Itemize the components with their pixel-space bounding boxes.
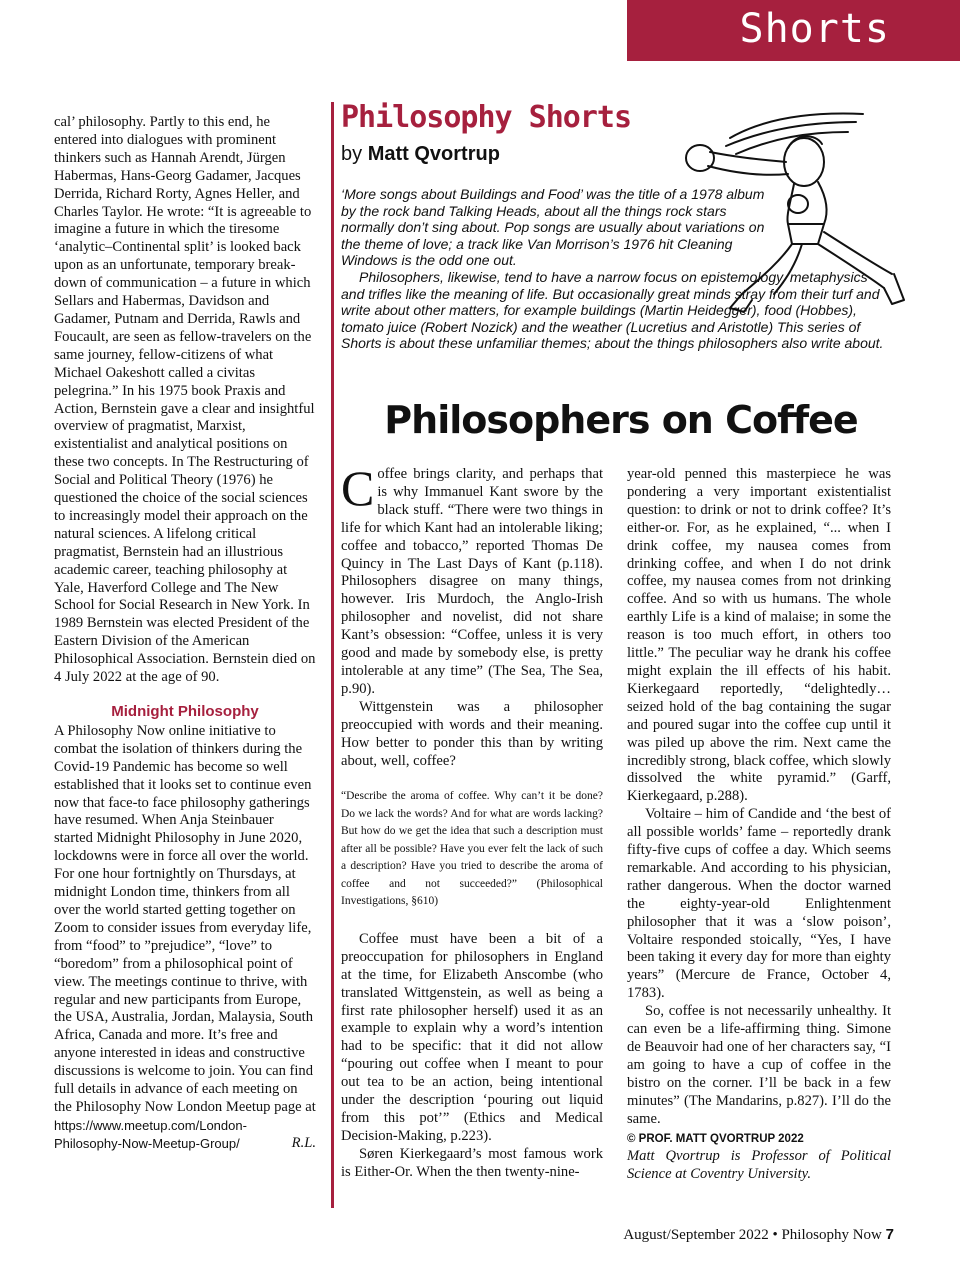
series-intro-p1: ‘More songs about Buildings and Food’ was the title of a 1978 album by the rock band Talking Heads, about all the things rock stars normally don’t sing about. Pop songs are usually about variations on the theme of love; a track like Van Morrison’s 1976 hit Cleaning Windows is the odd one out. — [341, 186, 765, 269]
meetup-link[interactable]: https://www.meetup.com/London-Philosophy-Now-Meetup-Group/ — [54, 1117, 247, 1151]
midnight-philosophy-heading: Midnight Philosophy — [111, 703, 259, 720]
article-paragraph-3: Coffee must have been a bit of a preoccupation for philosophers in England at the time, for Elizabeth Anscombe (who translated Wittgenstein, as well as being a first rate philosopher herself) used it as an example to explain why a word’s intention had to be specific: that it did not allow “pouring out coffee when I meant to pour out tea to be an action, being intentional under the description ‘pouring out liquid from this pot’” (Ethics and Medical Decision-Making, p.223). — [341, 930, 603, 1144]
author-bio: Matt Qvortrup is Professor of Political Science at Coventry University. — [627, 1148, 891, 1183]
left-column — [54, 114, 316, 1153]
article-column-1 — [341, 460, 603, 1182]
section-tab-label: Shorts — [739, 6, 890, 52]
article-paragraph-1-text: offee brings clarity, and perhaps that is why Immanuel Kant swore by the black stuff. “There were two things in life for which Kant had an intolerable liking; coffee and tobacco,” reported Thomas De Quincy in The Last Days of Kant (p.118). Philosophers disagree on many things, however. Iris Murdoch, the Anglo-Irish philosopher and novelist, did not share Kant’s obsession: “Coffee, unless it is very good and made by somebody else, is pretty intolerable at any time” (The Sea, The Sea, p.90). — [341, 466, 603, 697]
series-title: Philosophy Shorts — [341, 100, 632, 135]
article-paragraph-4: Søren Kierkegaard’s most famous work is Either-Or. When the then twenty-nine- — [341, 1145, 603, 1180]
midnight-philosophy-text: A Philosophy Now online initiative to combat the isolation of thinkers during the Covid-19 Pandemic has become so well established that it looks set to continue even now that face-to face philosophy gatherings have resumed. When Anja Steinbauer started Midnight Philosophy in June 2020, lockdowns were in force all over the world. For one hour fortnightly on Thursdays, at midnight London time, thinkers from all over the world started getting together on Zoom to consider issues from everyday life, from “food” to ”prejudice”, “love” to “boredom” from a philosophical point of view. The meetings continue to thrive, with regular and new participants from Europe, the USA, Australia, Jordan, Malaysia, South Africa, Canada and more. It’s free and anyone interested in ideas and constructive discussions is welcome to join. You can find full details in advance of each meeting on the Philosophy Now London Meetup page at — [54, 722, 316, 1115]
article-paragraph-6: Voltaire – him of Candide and ‘the best of all possible worlds’ fame – reportedly drank fifty-five cups of coffee a day. Which seems remarkable. And according to his physician, rather dangerous. When the doctor warned the eighty-year-old Enlightenment philosopher that it was a ‘slow poison’, Voltaire responded stoically, “Yes, I have been taking it every day for more than eighty years” (Mercure de France, October 4, 1783). — [627, 806, 891, 1002]
meetup-line — [54, 1117, 316, 1153]
article-paragraph-1 — [341, 460, 603, 699]
column-divider — [331, 102, 334, 1208]
series-intro-p2: Philosophers, likewise, tend to have a narrow focus on epistemology, metaphysics and trifles like the meaning of life. But occasionally great minds stray from their turf and write about other matters, for example buildings (Martin Heidegger), food (Hobbes), tomato juice (Robert Nozick) and the weather (Lucretius and Aristotle) This series of Shorts is about these unfamiliar themes; about the things philosophers also write about. — [341, 268, 884, 352]
article-paragraph-5: year-old penned this masterpiece he was pondering a very important existentialist question: to drink or not to drink coffee? It’s either-or. For, as he explained, “... when I drink coffee, my nausea comes from drinking coffee, and when I do not drink coffee, my nausea comes from not drinking coffee. And so with us humans. The whole earthly Life is a kind of malaise; in some the reason is too much effort, in others too little.” The peculiar way he drank his coffee might explain the ill effects of his habit. Kierkegaard reportedly, “delightedly… seized hold of the bag containing the sugar and poured sugar into the coffee cup until it was piled up above the rim. Next came the incredibly strong, black coffee, which slowly dissolved the white pyramid.” (Garff, Kierkegaard, p.288). — [627, 466, 891, 805]
byline — [341, 143, 500, 166]
article-title: Philosophers on Coffee — [384, 398, 858, 442]
issue-line: August/September 2022 • Philosophy Now — [623, 1227, 882, 1243]
byline-by: by — [341, 143, 363, 165]
page-number: 7 — [885, 1226, 894, 1243]
bernstein-paragraph: cal’ philosophy. Partly to this end, he entered into dialogues with prominent thinkers such as Hannah Arendt, Jürgen Habermas, Hans-Georg Gadamer, Jacques Derrida, Richard Rorty, Agnes Heller, and Charles Taylor. He wrote: “It is agreeable to imagine a future in which the tiresome ‘analytic–Continental split’ is looked back upon as an unfortunate, temporary break-down of communication – a future in which Sellars and Habermas, Davidson and Gadamer, Putnam and Derrida, Rawls and Foucault, are seen as fellow-travelers on the same journey, fellow-citizens of what Michael Oakeshott called a civitas pelegrina.” In his 1975 book Praxis and Action, Bernstein gave a clear and insightful overview of pragmatist, Marxist, existentialist and analytical positions on these two concepts. In The Restructuring of Social and Political Theory (1976) he questioned the choice of the social sciences to increasingly model their approach on the natural sciences. A lifelong critical pragmatist, Bernstein had an illustrious academic career, teaching philosophy at Yale, Haverford College and The New School for Social Research in New York. In 1989 Bernstein was elected President of the Eastern Division of the American Philosophical Association. Bernstein died on 4 July 2022 at the age of 90. — [54, 114, 316, 686]
section-tab — [627, 0, 960, 61]
copyright-line: © PROF. MATT QVORTRUP 2022 — [627, 1132, 804, 1145]
drop-cap: C — [341, 460, 375, 516]
boxer-illustration — [678, 104, 918, 324]
article-paragraph-2: Wittgenstein was a philosopher preoccupied with words and their meaning. How better to ponder this than by writing about, well, coffee? — [341, 698, 603, 769]
article-paragraph-7: So, coffee is not necessarily unhealthy. It can even be a life-affirming thing. Simone de Beauvoir had one of her characters say, “I am going to have a cup of coffee in the bistro on the corner. I’ll be back in a few minutes” (The Mandarins, p.827). I’ll do the same. — [627, 1003, 891, 1127]
wittgenstein-quote: “Describe the aroma of coffee. Why can’t it be done? Do we lack the words? And for what are words lacking? But how do we get the idea that such a description must after all be possible? Have you ever felt the lack of such a description? Have you tried to describe the aroma of coffee and not succeeded?” (Philosophical Investigations, §610) — [341, 790, 603, 908]
byline-author: Matt Qvortrup — [367, 143, 500, 165]
page-footer — [623, 1226, 894, 1244]
article-column-2 — [627, 466, 891, 1184]
author-initials: R.L. — [291, 1134, 316, 1151]
